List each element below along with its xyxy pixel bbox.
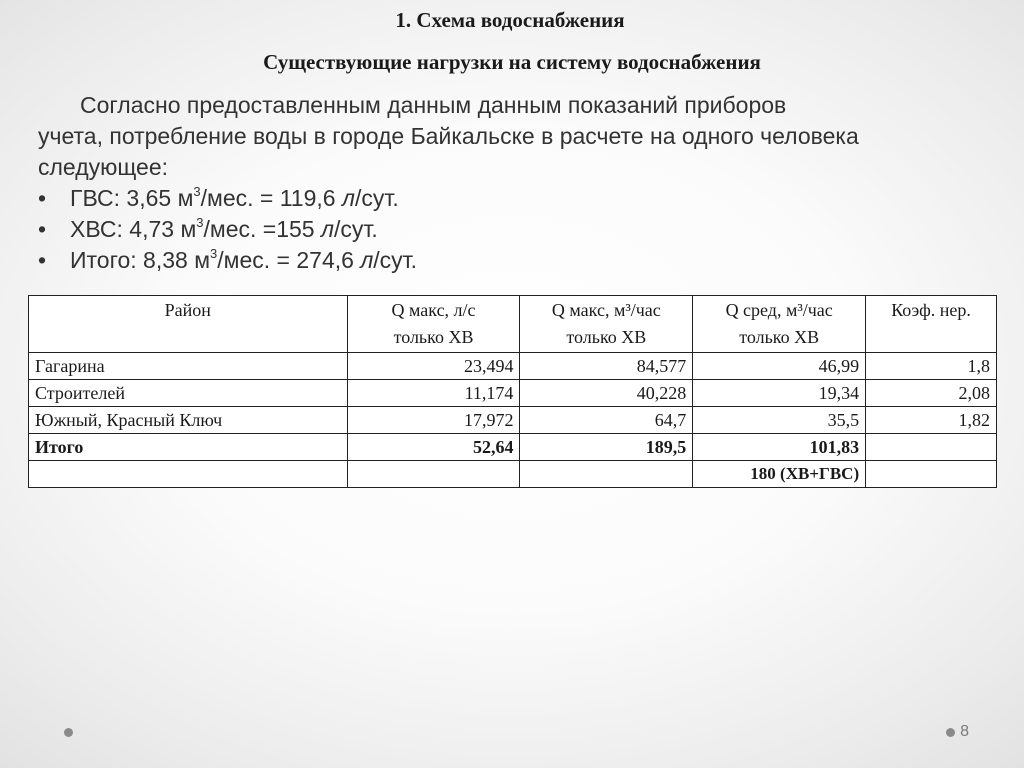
page-number: 8 bbox=[960, 723, 969, 740]
cell-q-max-ls: 23,494 bbox=[347, 353, 520, 380]
cell-q-avg-m3h: 35,5 bbox=[693, 407, 866, 434]
bullet-text: /сут. bbox=[354, 185, 399, 211]
consumption-list bbox=[38, 183, 417, 276]
bullet-dot-icon: • bbox=[38, 185, 47, 211]
paragraph-line: учета, потребление воды в городе Байкальске в расчете на одного человека bbox=[38, 123, 859, 149]
bullet-item-total bbox=[38, 245, 417, 276]
nav-dot-left-icon bbox=[64, 728, 73, 737]
header-q-avg-m3h: Q сред, м³/час только ХВ bbox=[693, 296, 866, 353]
cell-empty bbox=[866, 461, 997, 488]
intro-paragraph bbox=[38, 90, 988, 183]
slide-title: 1. Схема водоснабжения bbox=[395, 8, 625, 32]
bullet-dot-icon: • bbox=[38, 216, 47, 242]
cell-note-combined: 180 (ХВ+ГВС) bbox=[693, 461, 866, 488]
bullet-text: ГВС: 3,65 м bbox=[70, 185, 194, 211]
cell-total-label: Итого bbox=[29, 434, 348, 461]
bullet-unit: л bbox=[321, 216, 334, 242]
table-row bbox=[29, 353, 997, 380]
bullet-text: ХВС: 4,73 м bbox=[70, 216, 197, 242]
cell-q-avg-m3h: 19,34 bbox=[693, 380, 866, 407]
bullet-unit: л bbox=[360, 247, 374, 273]
header-q-max-m3h: Q макс, м³/час только ХВ bbox=[520, 296, 693, 353]
cell-total-q-max-ls: 52,64 bbox=[347, 434, 520, 461]
header-district: Район bbox=[29, 296, 348, 353]
cell-q-max-ls: 11,174 bbox=[347, 380, 520, 407]
cell-total-coef bbox=[866, 434, 997, 461]
cell-q-max-ls: 17,972 bbox=[347, 407, 520, 434]
table-row bbox=[29, 380, 997, 407]
paragraph-line: Согласно предоставленным данным данным показаний приборов bbox=[80, 92, 787, 118]
cell-q-avg-m3h: 46,99 bbox=[693, 353, 866, 380]
cell-coef: 1,8 bbox=[866, 353, 997, 380]
bullet-superscript: 3 bbox=[193, 184, 201, 200]
bullet-unit: л bbox=[341, 185, 355, 211]
bullet-text: /сут. bbox=[373, 247, 418, 273]
bullet-text: /мес. =155 bbox=[203, 216, 321, 242]
table-header-row bbox=[29, 296, 997, 353]
nav-dot-right-icon bbox=[946, 728, 955, 737]
bullet-text: /мес. = 119,6 bbox=[200, 185, 342, 211]
cell-empty bbox=[29, 461, 348, 488]
bullet-item-hot-water bbox=[38, 183, 417, 214]
cell-empty bbox=[347, 461, 520, 488]
cell-q-max-m3h: 84,577 bbox=[520, 353, 693, 380]
cell-district: Южный, Красный Ключ bbox=[29, 407, 348, 434]
cell-q-max-m3h: 64,7 bbox=[520, 407, 693, 434]
bullet-text: /мес. = 274,6 bbox=[217, 247, 361, 273]
bullet-dot-icon: • bbox=[38, 247, 47, 273]
cell-total-q-avg-m3h: 101,83 bbox=[693, 434, 866, 461]
cell-coef: 1,82 bbox=[866, 407, 997, 434]
bullet-superscript: 3 bbox=[210, 246, 218, 262]
table-total-row bbox=[29, 434, 997, 461]
cell-district: Гагарина bbox=[29, 353, 348, 380]
cell-coef: 2,08 bbox=[866, 380, 997, 407]
header-q-max-ls: Q макс, л/с только ХВ bbox=[347, 296, 520, 353]
cell-q-max-m3h: 40,228 bbox=[520, 380, 693, 407]
table-row bbox=[29, 407, 997, 434]
bullet-text: Итого: 8,38 м bbox=[70, 247, 211, 273]
bullet-text: /сут. bbox=[333, 216, 378, 242]
paragraph-line: следующее: bbox=[38, 154, 169, 180]
bullet-item-cold-water bbox=[38, 214, 417, 245]
table-note-row bbox=[29, 461, 997, 488]
cell-empty bbox=[520, 461, 693, 488]
slide-subtitle: Существующие нагрузки на систему водоснабжения bbox=[263, 50, 761, 74]
cell-total-q-max-m3h: 189,5 bbox=[520, 434, 693, 461]
water-load-table bbox=[28, 295, 997, 488]
cell-district: Строителей bbox=[29, 380, 348, 407]
bullet-superscript: 3 bbox=[196, 215, 204, 231]
header-coef: Коэф. нер. bbox=[866, 296, 997, 353]
